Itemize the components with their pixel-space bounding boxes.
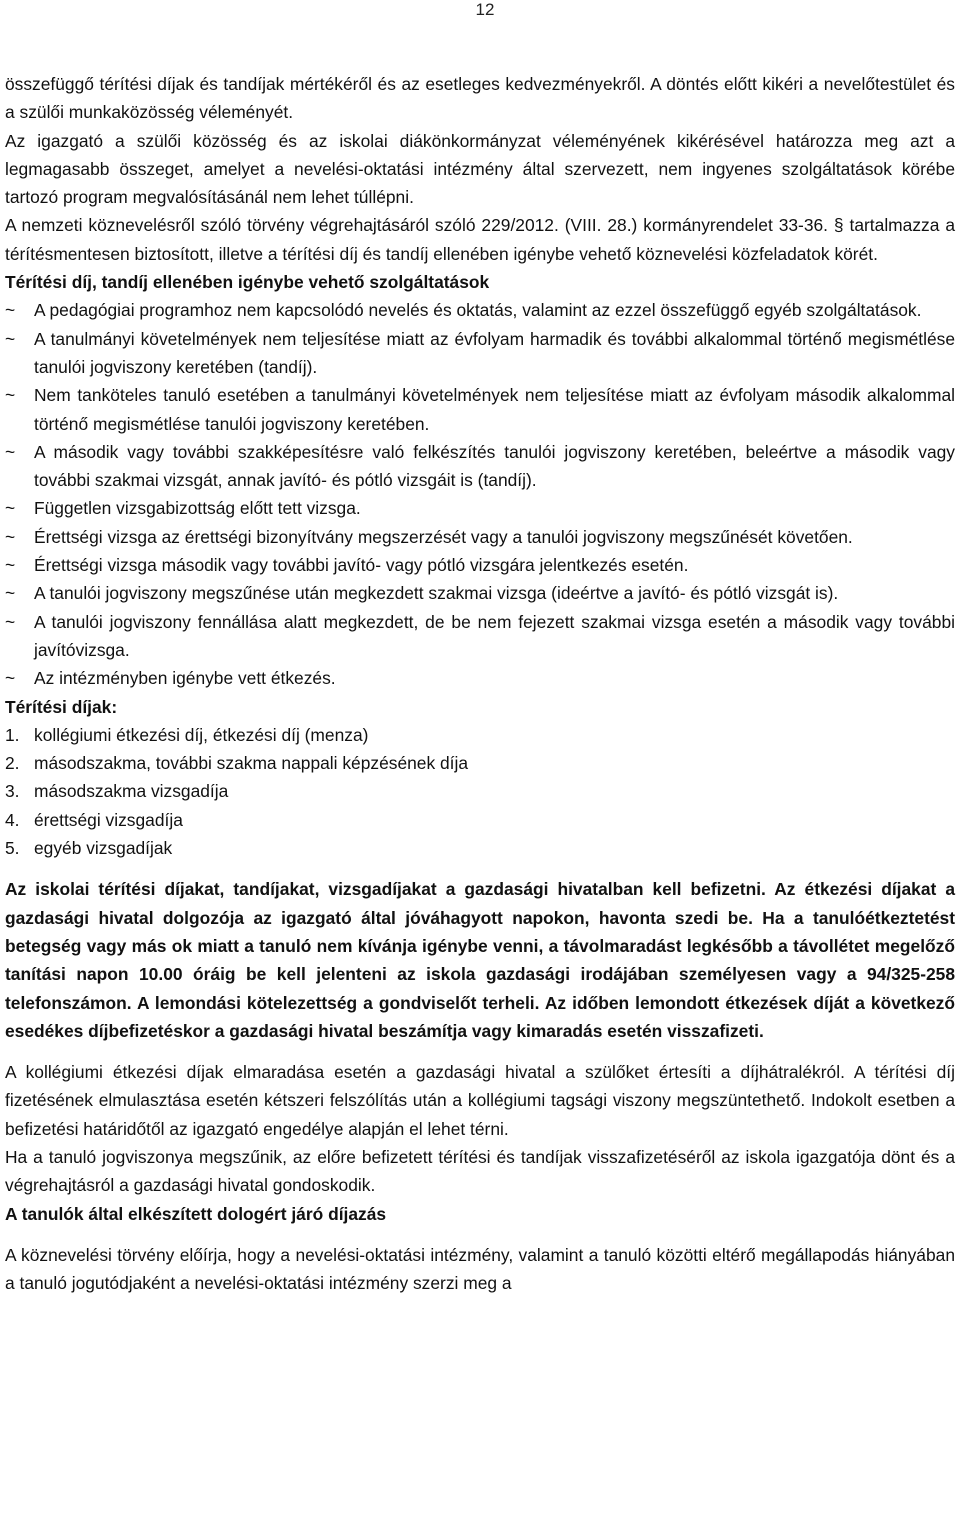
intro-paragraph-1: összefüggő térítési díjak és tandíjak mértékéről és az esetleges kedvezményekről. A döntés előtt kikéri a nevelőtestület és a szülői munkaközösség véleményét.: [5, 74, 955, 123]
list-item: [5, 296, 955, 324]
list-item: [5, 325, 955, 382]
list-item-text: Nem tanköteles tanuló esetében a tanulmányi követelmények nem teljesítése miatt az évfolyam második alkalommal történő megismétlése tanulói jogviszony keretében.: [34, 385, 955, 434]
list-item: [5, 579, 955, 607]
tilde-bullet: ~: [5, 611, 16, 632]
list-item-text: A második vagy további szakképesítésre való felkészítés tanulói jogviszony keretében, beleértve a második vagy további szakmai vizsgát, annak javító- és pótló vizsgáit is (tandíj).: [34, 441, 955, 491]
tilde-bullet: ~: [5, 498, 16, 519]
list-item-text: A tanulói jogviszony megszűnése után megkezdett szakmai vizsga (ideértve a javító- és pótló vizsgát is).: [34, 583, 839, 604]
page-content: [5, 70, 955, 1297]
list-item: [5, 551, 955, 579]
payment-notice: Az iskolai térítési díjakat, tandíjakat, vizsgadíjakat a gazdasági hivatalban kell befizetni. Az étkezési díjakat a gazdasági hivatal dolgozója az igazgató által jóváhagyott napokon, havonta szedi be. Ha a tanulóétkeztetést betegség vagy más ok miatt a tanuló nem kívánja igénybe venni, a távolmaradást legkésőbb a távollétet megelőző tanítási napon 10.00 óráig be kell jelenteni az iskola gazdasági irodájában személyesen vagy a 94/325-258 telefonszámon. A lemondási kötelezettség a gondviselőt terheli. Az időben lemondott étkezések díját a következő esedékes díjbefizetéskor a gazdasági hivatal beszámítja vagy kimaradás esetén visszafizeti.: [5, 879, 955, 1041]
tilde-bullet: ~: [5, 583, 16, 604]
list-number: 2.: [5, 753, 20, 774]
tilde-bullet: ~: [5, 385, 16, 406]
list-item-text: A tanulmányi követelmények nem teljesítése miatt az évfolyam harmadik és további alkalommal történő megismétlése tanulói jogviszony keretében (tandíj).: [34, 328, 955, 377]
arrears-paragraph-2: Ha a tanuló jogviszonya megszűnik, az előre befizetett térítési és tandíjak visszafizetéséről az iskola igazgatója dönt és a végrehajtásról a gazdasági hivatal gondoskodik.: [5, 1146, 955, 1196]
intro-paragraph-2: Az igazgató a szülői közösség és az iskolai diákönkormányzat véleményének kikérésével határozza meg azt a legmagasabb összeget, amelyet a nevelési-oktatási intézmény által szervezett, nem ingyenes szolgáltatások körébe tartozó program megvalósításánál nem lehet túllépni.: [5, 130, 955, 208]
intro-paragraph-3: A nemzeti köznevelésről szóló törvény végrehajtásáról szóló 229/2012. (VIII. 28.) kormányrendelet 33-36. § tartalmazza a térítésmentesen biztosított, illetve a térítési díj és tandíj ellenében igénybe vehető köznevelési közfeladatok körét.: [5, 215, 955, 264]
list-item-text: Érettségi vizsga az érettségi bizonyítvány megszerzését vagy a tanulói jogviszony megszűnését követően.: [34, 526, 853, 547]
services-heading: Térítési díj, tandíj ellenében igénybe vehető szolgáltatások: [5, 272, 490, 293]
list-item-text: Független vizsgabizottság előtt tett vizsga.: [34, 498, 361, 519]
student-work-heading: A tanulók által elkészített dologért járó díjazás: [5, 1203, 387, 1224]
page-number: 12: [475, 0, 495, 19]
list-number: 4.: [5, 809, 20, 830]
list-item: [5, 608, 955, 665]
list-number: 5.: [5, 838, 20, 859]
list-item: [5, 438, 955, 495]
tilde-bullet: ~: [5, 300, 16, 321]
list-item-text: érettségi vizsgadíja: [34, 809, 183, 830]
arrears-paragraph-1: A kollégiumi étkezési díjak elmaradása esetén a gazdasági hivatal a szülőket értesíti a díjhátralékról. A térítési díj fizetésének elmulasztása esetén kétszeri felszólítás után a kollégiumi tagsági viszony megszüntethető. Indokolt esetben a befizetési határidőtől az igazgató engedélye alapján el lehet térni.: [5, 1062, 955, 1139]
tilde-bullet: ~: [5, 555, 16, 576]
list-item: [5, 834, 955, 862]
list-item: [5, 523, 955, 551]
list-item: [5, 806, 955, 834]
list-item-text: másodszakma, további szakma nappali képzésének díja: [34, 753, 469, 774]
list-item-text: másodszakma vizsgadíja: [34, 781, 229, 802]
list-item-text: A tanulói jogviszony fennállása alatt megkezdett, de be nem fejezett szakmai vizsga esetén a második vagy további javítóvizsga.: [34, 611, 955, 660]
list-item-text: Az intézményben igénybe vett étkezés.: [34, 668, 336, 689]
fees-heading: Térítési díjak:: [5, 696, 118, 717]
fees-list: [5, 721, 955, 862]
tilde-bullet: ~: [5, 328, 16, 349]
list-item: [5, 494, 955, 522]
list-item: [5, 381, 955, 438]
list-number: 3.: [5, 781, 20, 802]
list-item-text: A pedagógiai programhoz nem kapcsolódó nevelés és oktatás, valamint az ezzel összefüggő egyéb szolgáltatások.: [34, 300, 922, 321]
tilde-bullet: ~: [5, 526, 16, 547]
list-item-text: kollégiumi étkezési díj, étkezési díj (menza): [34, 724, 369, 745]
list-item: [5, 749, 955, 777]
list-item: [5, 664, 955, 692]
list-item: [5, 721, 955, 749]
list-item-text: egyéb vizsgadíjak: [34, 838, 173, 859]
student-work-paragraph: A köznevelési törvény előírja, hogy a nevelési-oktatási intézmény, valamint a tanuló közötti eltérő megállapodás hiányában a tanuló jogutódjaként a nevelési-oktatási intézmény szerzi meg a: [5, 1244, 955, 1294]
tilde-bullet: ~: [5, 668, 16, 689]
list-item: [5, 777, 955, 805]
list-number: 1.: [5, 724, 20, 745]
services-list: [5, 296, 955, 692]
list-item-text: Érettségi vizsga második vagy további javító- vagy pótló vizsgára jelentkezés esetén.: [34, 555, 689, 576]
tilde-bullet: ~: [5, 441, 16, 462]
